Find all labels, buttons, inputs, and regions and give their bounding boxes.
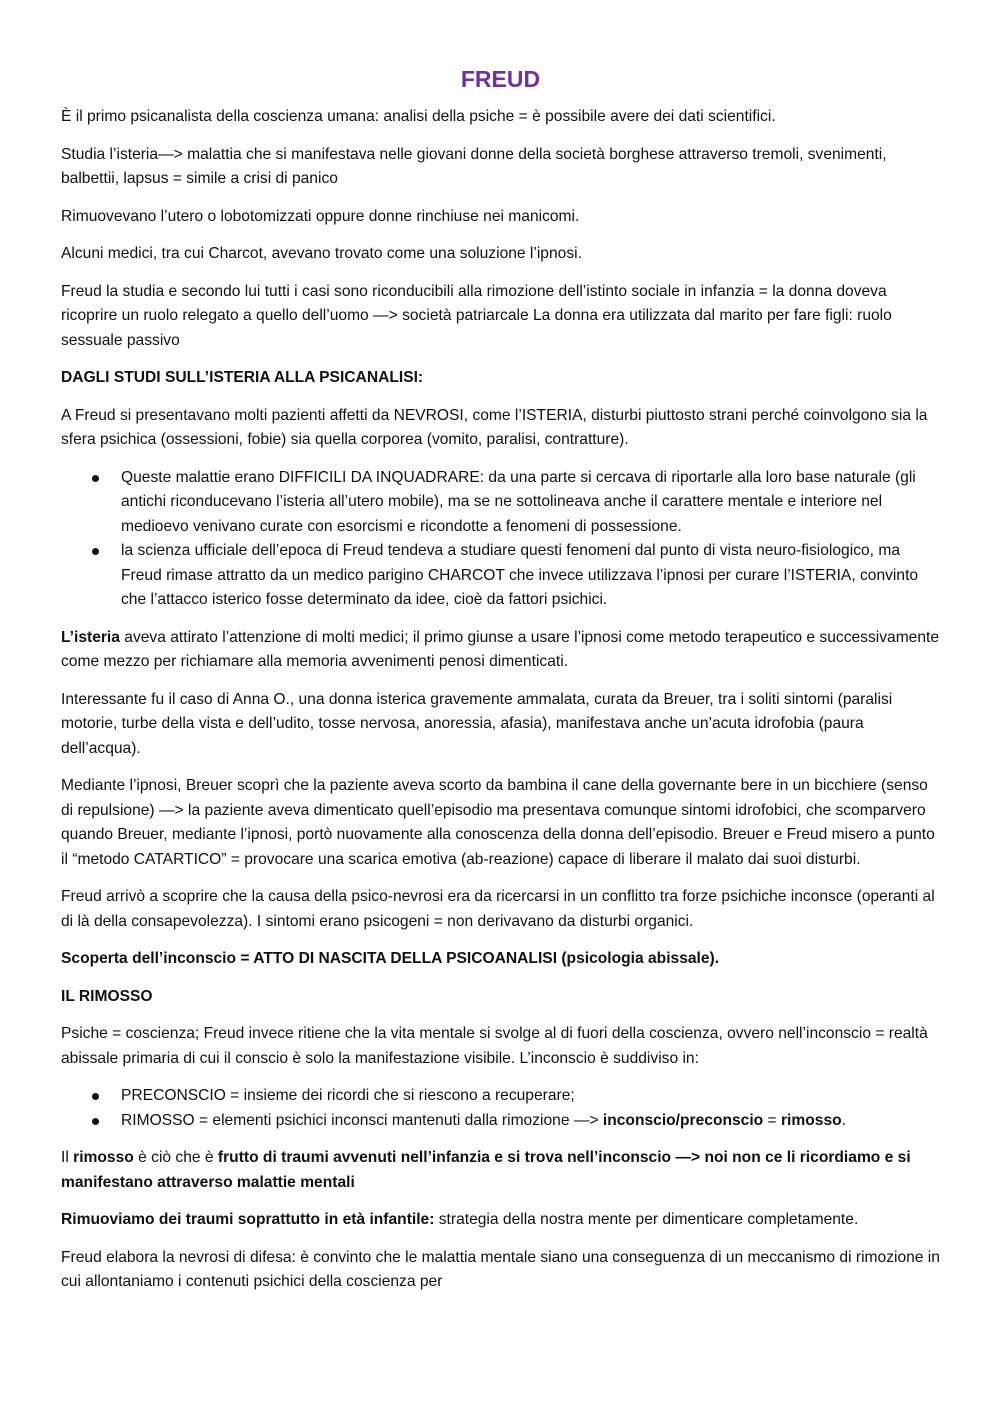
bullet-list-inconscio: [61, 1084, 940, 1133]
section-heading-rimosso: IL RIMOSSO: [61, 987, 153, 1005]
list-text: =: [763, 1111, 781, 1129]
paragraph-text: è ciò che è: [133, 1149, 218, 1166]
bullet-list-isteria: [61, 466, 940, 613]
paragraph-psico-nevrosi: Freud arrivò a scoprire che la causa della psico-nevrosi era da ricercarsi in un conflitto tra forze psichiche inconsce (operanti al di là della consapevolezza). I sintomi erano psicogeni = non derivavano da disturbi organici.: [61, 888, 935, 930]
paragraph-isteria: Studia l’isteria—> malattia che si manifestava nelle giovani donne della società borghese attraverso tremoli, svenimenti, balbettii, lapsus = simile a crisi di panico: [61, 145, 887, 187]
paragraph-rimuoviamo: [61, 1208, 940, 1233]
paragraph-breuer: Mediante l’ipnosi, Breuer scoprì che la paziente aveva scorto da bambina il cane della governante bere in un bicchiere (senso di repulsione) —> la paziente aveva dimenticato quell’episodio ma presentava comunque sintomi idrofobici, che scomparvero quando Breuer, mediante l’ipnosi, portò nuovamente alla conoscenza della donna dell’episodio. Breuer e Freud misero a punto il “metodo CATARTICO” = provocare una scarica emotiva (ab-reazione) capace di liberare il malato dai suoi disturbi.: [61, 777, 935, 868]
paragraph-intro: È il primo psicanalista della coscienza umana: analisi della psiche = è possibile avere dei dati scientifici.: [61, 108, 776, 125]
bold-term: Rimuoviamo dei traumi soprattutto in età infantile:: [61, 1211, 435, 1228]
paragraph-treatments: Rimuovevano l’utero o lobotomizzati oppure donne rinchiuse nei manicomi.: [61, 207, 580, 225]
paragraph-nevrosi-difesa: Freud elabora la nevrosi di difesa: è convinto che le malattia mentale siano una conseguenza di un meccanismo di rimozione in cui allontaniamo i contenuti psichici della coscienza per: [61, 1248, 940, 1290]
paragraph-isteria-medici: [61, 626, 940, 675]
bold-term: L’isteria: [61, 628, 120, 646]
paragraph-psiche: Psiche = coscienza; Freud invece ritiene che la vita mentale si svolge al di fuori della coscienza, ovvero nell’inconscio = realtà abissale primaria di cui il conscio è solo la manifestazione visibile. L’inconscio è suddiviso in:: [61, 1025, 928, 1067]
list-item: Queste malattie erano DIFFICILI DA INQUADRARE: da una parte si cercava di riportarle alla loro base naturale (gli antichi riconducevano l’isteria all’utero mobile), ma se ne sottolineava anche il carattere mentale e interiore nel medioevo venivano curate con esorcismi e ricondotte a fenomeni di possessione.: [121, 466, 940, 540]
paragraph-text: aveva attirato l’attenzione di molti medici; il primo giunse a usare l’ipnosi come metodo terapeutico e successivamente come mezzo per richiamare alla memoria avvenimenti penosi dimenticati.: [61, 628, 940, 670]
list-text: RIMOSSO = elementi psichici inconsci mantenuti dalla rimozione —>: [121, 1111, 603, 1129]
paragraph-nevrosi: A Freud si presentavano molti pazienti affetti da NEVROSI, come l’ISTERIA, disturbi piuttosto strani perché coinvolgono sia la sfera psichica (ossessioni, fobie) sia quella corporea (vomito, paralisi, contratture).: [61, 406, 928, 448]
bold-term: rimosso: [780, 1111, 842, 1129]
paragraph-charcot: Alcuni medici, tra cui Charcot, avevano trovato come una soluzione l’ipnosi.: [61, 245, 582, 262]
paragraph-freud-study: Freud la studia e secondo lui tutti i casi sono riconducibili alla rimozione dell’istinto sociale in infanzia = la donna doveva ricoprire un ruolo relegato a quello dell’uomo —> società patriarcale La donna era utilizzata dal marito per fare figli: ruolo sessuale passivo: [61, 282, 892, 349]
paragraph-rimosso-def: [61, 1146, 940, 1195]
paragraph-text: strategia della nostra mente per dimenticare completamente.: [434, 1211, 859, 1228]
section-heading-inconscio: Scoperta dell’inconscio = ATTO DI NASCITA DELLA PSICOANALISI (psicologia abissale).: [61, 950, 720, 967]
bold-term: inconscio/preconscio: [602, 1111, 764, 1129]
list-item: PRECONSCIO = insieme dei ricordi che si riescono a recuperare;: [121, 1084, 940, 1109]
list-text: .: [841, 1111, 846, 1129]
section-heading-isteria-psicanalisi: DAGLI STUDI SULL’ISTERIA ALLA PSICANALISI:: [61, 369, 424, 386]
list-item: [121, 1109, 940, 1134]
paragraph-text: Il: [61, 1149, 74, 1166]
paragraph-anna-o: Interessante fu il caso di Anna O., una donna isterica gravemente ammalata, curata da Breuer, tra i soliti sintomi (paralisi motorie, turbe della vista e dell’udito, tosse nervosa, anoressia, afasia), manifestava anche un’acuta idrofobia (paura dell’acqua).: [61, 690, 893, 757]
list-item: la scienza ufficiale dell’epoca di Freud tendeva a studiare questi fenomeni dal punto di vista neuro-fisiologico, ma Freud rimase attratto da un medico parigino CHARCOT che invece utilizzava l’ipnosi per curare l’ISTERIA, convinto che l’attacco isterico fosse determinato da idee, cioè da fattori psichici.: [121, 539, 940, 613]
bold-term: frutto di traumi avvenuti nell’infanzia e si trova nell’inconscio —> noi non ce li ricordiamo e si manifestano attraverso malattie mentali: [61, 1149, 911, 1191]
bold-term: rimosso: [73, 1149, 134, 1166]
page-title: FREUD: [460, 66, 541, 92]
